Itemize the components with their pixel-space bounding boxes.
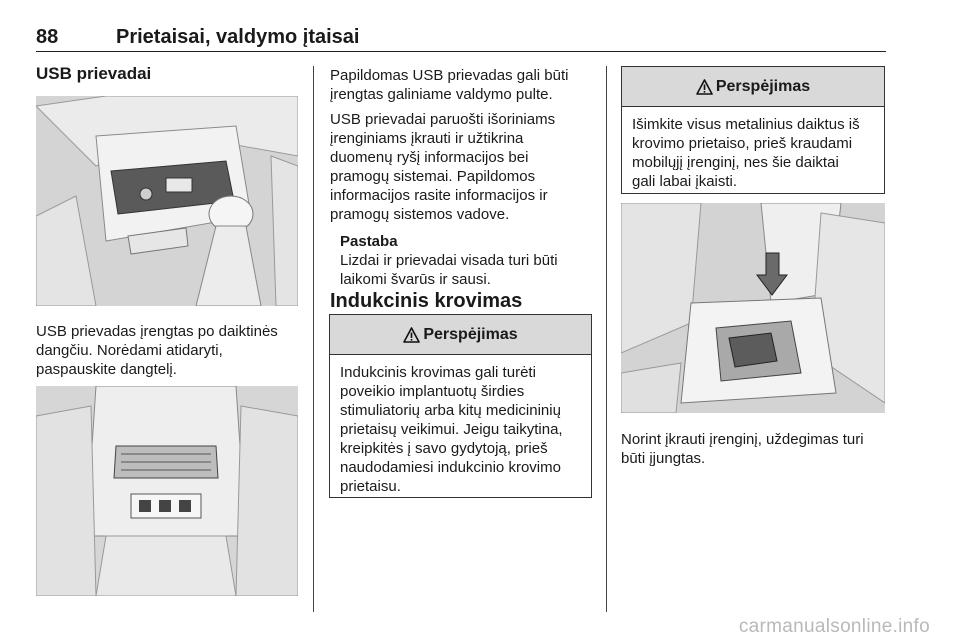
paragraph-extra-usb: Papildomas USB prievadas gali būti įrengtas galiniame valdymo pulte. <box>330 67 569 103</box>
running-title: Prietaisai, valdymo įtaisai <box>116 26 360 48</box>
induction-caption: Norint įkrauti įrenginį, uždegimas turi būti įjungtas. <box>621 431 864 467</box>
warning-title: Perspėjimas <box>423 325 518 343</box>
section-title-induction: Indukcinis krovimas <box>330 290 523 312</box>
warning-box-implants <box>329 314 592 498</box>
watermark: carmanualsonline.info <box>738 616 930 637</box>
warning-box-metal <box>621 66 885 194</box>
warning-text: Išimkite visus metalinius daiktus iš krovimo prietaiso, prieš kraudami mobilųjį įrenginį, nes šie daiktai gali labai įkaisti. <box>632 116 860 190</box>
page-number: 88 <box>36 26 59 48</box>
figure-1-caption: USB prievadas įrengtas po daiktinės dangčiu. Norėdami atidaryti, paspauskite dangtelį. <box>36 323 278 378</box>
warning-text: Indukcinis krovimas gali turėti poveikio implantuotų širdies stimuliatorių arba kitų medicininių prietaisų veikimui. Jeigu taikytina, kreipkitės į savo gydytoją, prieš naudodamiesi indukcinio krovimo prietaisu. <box>340 364 563 495</box>
header-rule <box>36 51 886 52</box>
note-text: Lizdai ir prievadai visada turi būti laikomi švarūs ir sausi. <box>340 252 558 288</box>
warning-title: Perspėjimas <box>715 77 811 95</box>
figure-usb-console <box>36 96 298 306</box>
page-header <box>36 26 886 52</box>
figure-rear-usb <box>36 386 298 596</box>
paragraph-usb-info: USB prievadai paruošti išoriniams įrenginiams įkrauti ir užtikrina duomenų ryšį informacijos bei pramogų sistemai. Papildomos informacijos rasite informacijos ir pramogų sistemos vadove. <box>330 111 556 223</box>
column-divider-1 <box>313 66 314 612</box>
figure-induction-charger <box>621 203 885 413</box>
warning-header <box>330 315 591 355</box>
note-label: Pastaba <box>340 233 398 250</box>
column-divider-2 <box>606 66 607 612</box>
warning-triangle-icon <box>403 327 420 343</box>
section-title-usb: USB prievadai <box>36 64 152 83</box>
warning-header <box>622 67 884 107</box>
warning-triangle-icon <box>696 79 713 95</box>
